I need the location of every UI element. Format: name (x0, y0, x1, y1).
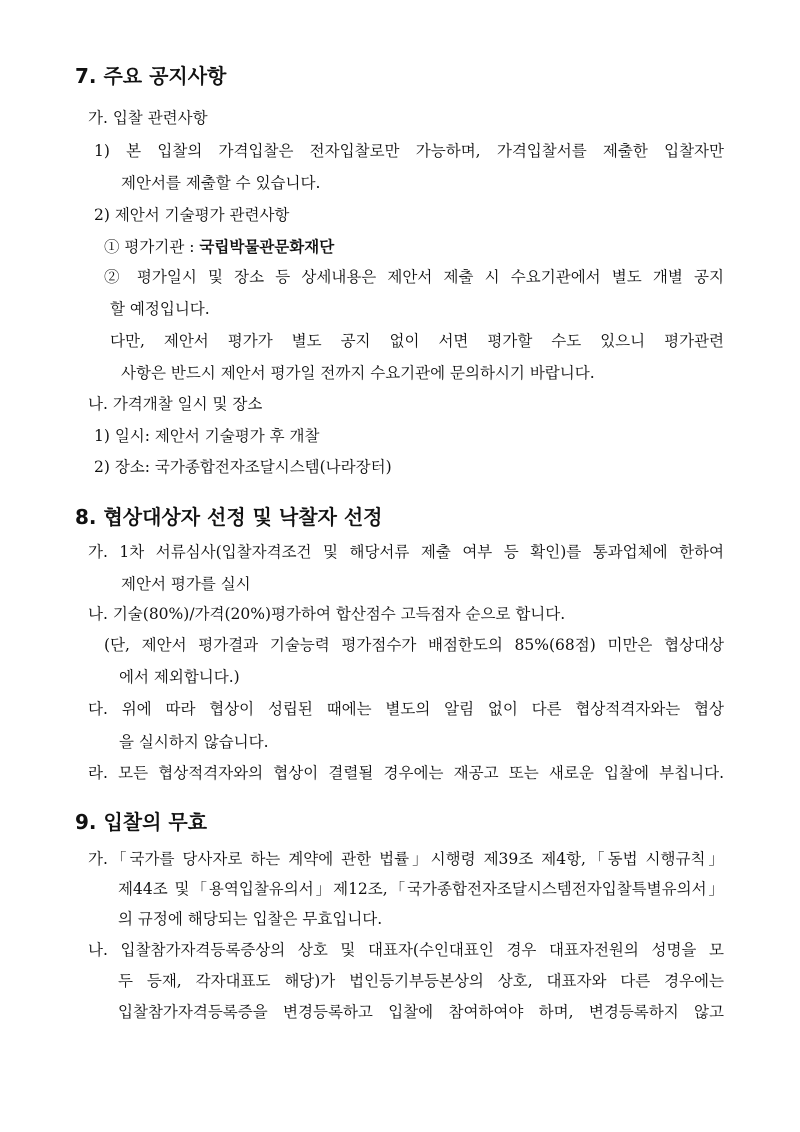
s7-line: 2) 장소: 국가종합전자조달시스템(나라장터) (94, 458, 392, 476)
evaluator-name: 국립박물관문화재단 (199, 238, 335, 256)
s8-item-da: 다. 위에 따라 협상이 성립된 때에는 별도의 알림 없이 다른 협상적격자와는 협상 (88, 700, 724, 718)
s7-line: ② 평가일시 및 장소 등 상세내용은 제안서 제출 시 수요기관에서 별도 개별 공지 (104, 268, 724, 286)
s8-line: (단, 제안서 평가결과 기술능력 평가점수가 배점한도의 85%(68점) 미만은 협상대상 (104, 636, 724, 654)
s7-line: 2) 제안서 기술평가 관련사항 (94, 206, 290, 224)
s9-item-na: 나. 입찰참가자격등록증상의 상호 및 대표자(수인대표인 경우 대표자전원의 성명을 모 (88, 941, 724, 959)
s8-item-ga: 가. 1차 서류심사(입찰자격조건 및 해당서류 제출 여부 등 확인)를 통과업체에 한하여 (88, 543, 724, 561)
s7-line: 1) 본 입찰의 가격입찰은 전자입찰로만 가능하며, 가격입찰서를 제출한 입찰자만 (94, 142, 724, 160)
s9-item-ga: 가.「국가를 당사자로 하는 계약에 관한 법률」시행령 제39조 제4항,「동법 시행규칙」 (88, 850, 724, 868)
evaluator-label: ① 평가기관 : (104, 238, 200, 256)
s7-line: 1) 일시: 제안서 기술평가 후 개찰 (94, 427, 320, 445)
s7-line: 사항은 반드시 제안서 평가일 전까지 수요기관에 문의하시기 바랍니다. (121, 364, 595, 382)
s8-item-ra: 라. 모든 협상적격자와의 협상이 결렬될 경우에는 재공고 또는 새로운 입찰에 부칩니다. (88, 764, 724, 782)
s8-line: 에서 제외합니다.) (119, 668, 240, 686)
s9-line: 두 등재, 각자대표도 해당)가 법인등기부등본상의 상호, 대표자와 다른 경우에는 (118, 972, 724, 990)
s7-item-ga: 가. 입찰 관련사항 (88, 109, 208, 127)
s9-line: 입찰참가자격등록증을 변경등록하고 입찰에 참여하여야 하며, 변경등록하지 않고 (118, 1003, 724, 1021)
section-8-heading: 8. 협상대상자 선정 및 낙찰자 선정 (75, 505, 383, 529)
section-7-heading: 7. 주요 공지사항 (75, 64, 227, 88)
s7-item-na: 나. 가격개찰 일시 및 장소 (88, 395, 263, 413)
s8-line: 제안서 평가를 실시 (121, 575, 251, 593)
s8-line: 을 실시하지 않습니다. (119, 733, 269, 751)
s8-item-na: 나. 기술(80%)/가격(20%)평가하여 합산점수 고득점자 순으로 합니다. (88, 605, 566, 623)
s7-line: 할 예정입니다. (110, 300, 210, 318)
s9-line: 의 규정에 해당되는 입찰은 무효입니다. (118, 910, 383, 928)
s9-line: 제44조 및「용역입찰유의서」제12조,「국가종합전자조달시스템전자입찰특별유의서」 (118, 880, 724, 898)
s7-line-evaluator (104, 236, 334, 258)
s7-line: 다만, 제안서 평가가 별도 공지 없이 서면 평가할 수도 있으니 평가관련 (110, 332, 724, 350)
s7-line: 제안서를 제출할 수 있습니다. (121, 174, 321, 192)
section-9-heading: 9. 입찰의 무효 (75, 810, 208, 834)
